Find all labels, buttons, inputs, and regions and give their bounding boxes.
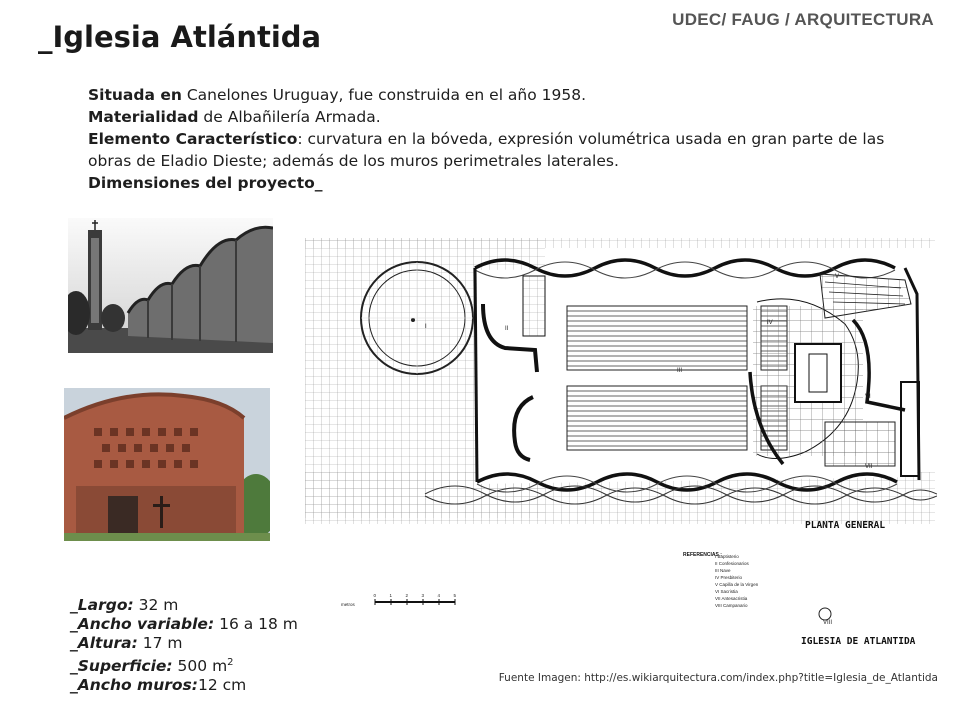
- location-line: [88, 84, 908, 106]
- reference-item: VI Sacristia: [715, 589, 738, 594]
- reference-item: VII Antesacristia: [715, 596, 748, 601]
- location-text: Canelones Uruguay, fue construida en el año 1958.: [181, 86, 587, 104]
- scale-tick-label: 5: [453, 593, 457, 598]
- room-label-ii: II: [505, 326, 509, 332]
- facade-photo: [64, 388, 270, 541]
- references-heading: REFERENCIAS :: [683, 552, 722, 558]
- scale-tick-label: 4: [437, 593, 441, 598]
- room-label-v: V: [835, 274, 840, 280]
- image-source: Fuente Imagen: http://es.wikiarquitectura.com/index.php?title=Iglesia_de_Atlantida: [498, 672, 938, 684]
- dim-area-unit-exponent: 2: [227, 657, 234, 668]
- exterior-photo: [68, 218, 273, 353]
- reference-item: III Nave: [715, 568, 731, 573]
- floor-plan: [305, 232, 937, 660]
- dim-height-label: _Altura:: [70, 634, 138, 652]
- dim-area-value: 500 m: [172, 657, 228, 676]
- dim-wall: [70, 676, 298, 695]
- scale-label: metros: [341, 602, 355, 607]
- dim-height: [70, 634, 298, 653]
- dim-width: [70, 615, 298, 634]
- dim-area-label: _Superficie:: [70, 657, 173, 676]
- plan-subtitle: IGLESIA DE ATLANTIDA: [801, 636, 916, 647]
- reference-item: VIII Campanario: [715, 603, 748, 608]
- dimensions-heading: Dimensiones del proyecto_: [88, 174, 323, 192]
- scale-tick-label: 2: [405, 593, 409, 598]
- reference-item: II Confesionarios: [715, 561, 749, 566]
- material-line: [88, 106, 908, 128]
- dimensions-list: [70, 596, 298, 695]
- room-label-iii: III: [677, 368, 683, 374]
- element-line: [88, 128, 908, 172]
- reference-item: IV Presbiterio: [715, 575, 743, 580]
- room-label-vi: VI: [865, 394, 871, 400]
- dim-area: [70, 653, 298, 676]
- element-text: : curvatura en la bóveda, expresión volumétrica usada en gran parte de las obras de Eladio Dieste; además de los muros perimetrales laterales.: [88, 130, 885, 170]
- dim-wall-value: 12 cm: [197, 676, 247, 695]
- dim-length-label: _Largo:: [70, 596, 134, 614]
- element-label: Elemento Característico: [88, 130, 298, 148]
- room-label-iv: IV: [767, 320, 773, 326]
- dim-width-label: _Ancho variable:: [70, 615, 215, 633]
- location-label: Situada en: [88, 86, 182, 104]
- description: [88, 84, 908, 194]
- dim-length: [70, 596, 298, 615]
- reference-item: I Baptisterio: [715, 554, 739, 559]
- header-brand: UDEC/ FAUG / ARQUITECTURA: [672, 10, 934, 29]
- scale-tick-label: 3: [421, 593, 425, 598]
- scale-tick-label: 0: [373, 593, 377, 598]
- dim-length-value: 32 m: [133, 596, 179, 614]
- material-label: Materialidad: [88, 108, 199, 126]
- dim-width-value: 16 a 18 m: [214, 615, 298, 633]
- plan-title: PLANTA GENERAL: [805, 520, 886, 531]
- dimensions-heading-line: [88, 172, 908, 194]
- room-label-vii: VII: [865, 464, 873, 470]
- room-label-viii: VIII: [823, 620, 833, 626]
- dim-height-value: 17 m: [137, 634, 183, 652]
- reference-item: V Capilla de la Virgen: [715, 582, 759, 587]
- page-title: _Iglesia Atlántida: [38, 20, 322, 54]
- scale-tick-label: 1: [389, 593, 393, 598]
- dim-wall-label: _Ancho muros:: [70, 676, 198, 695]
- room-label-i: I: [425, 324, 427, 330]
- material-text: de Albañilería Armada.: [198, 108, 381, 126]
